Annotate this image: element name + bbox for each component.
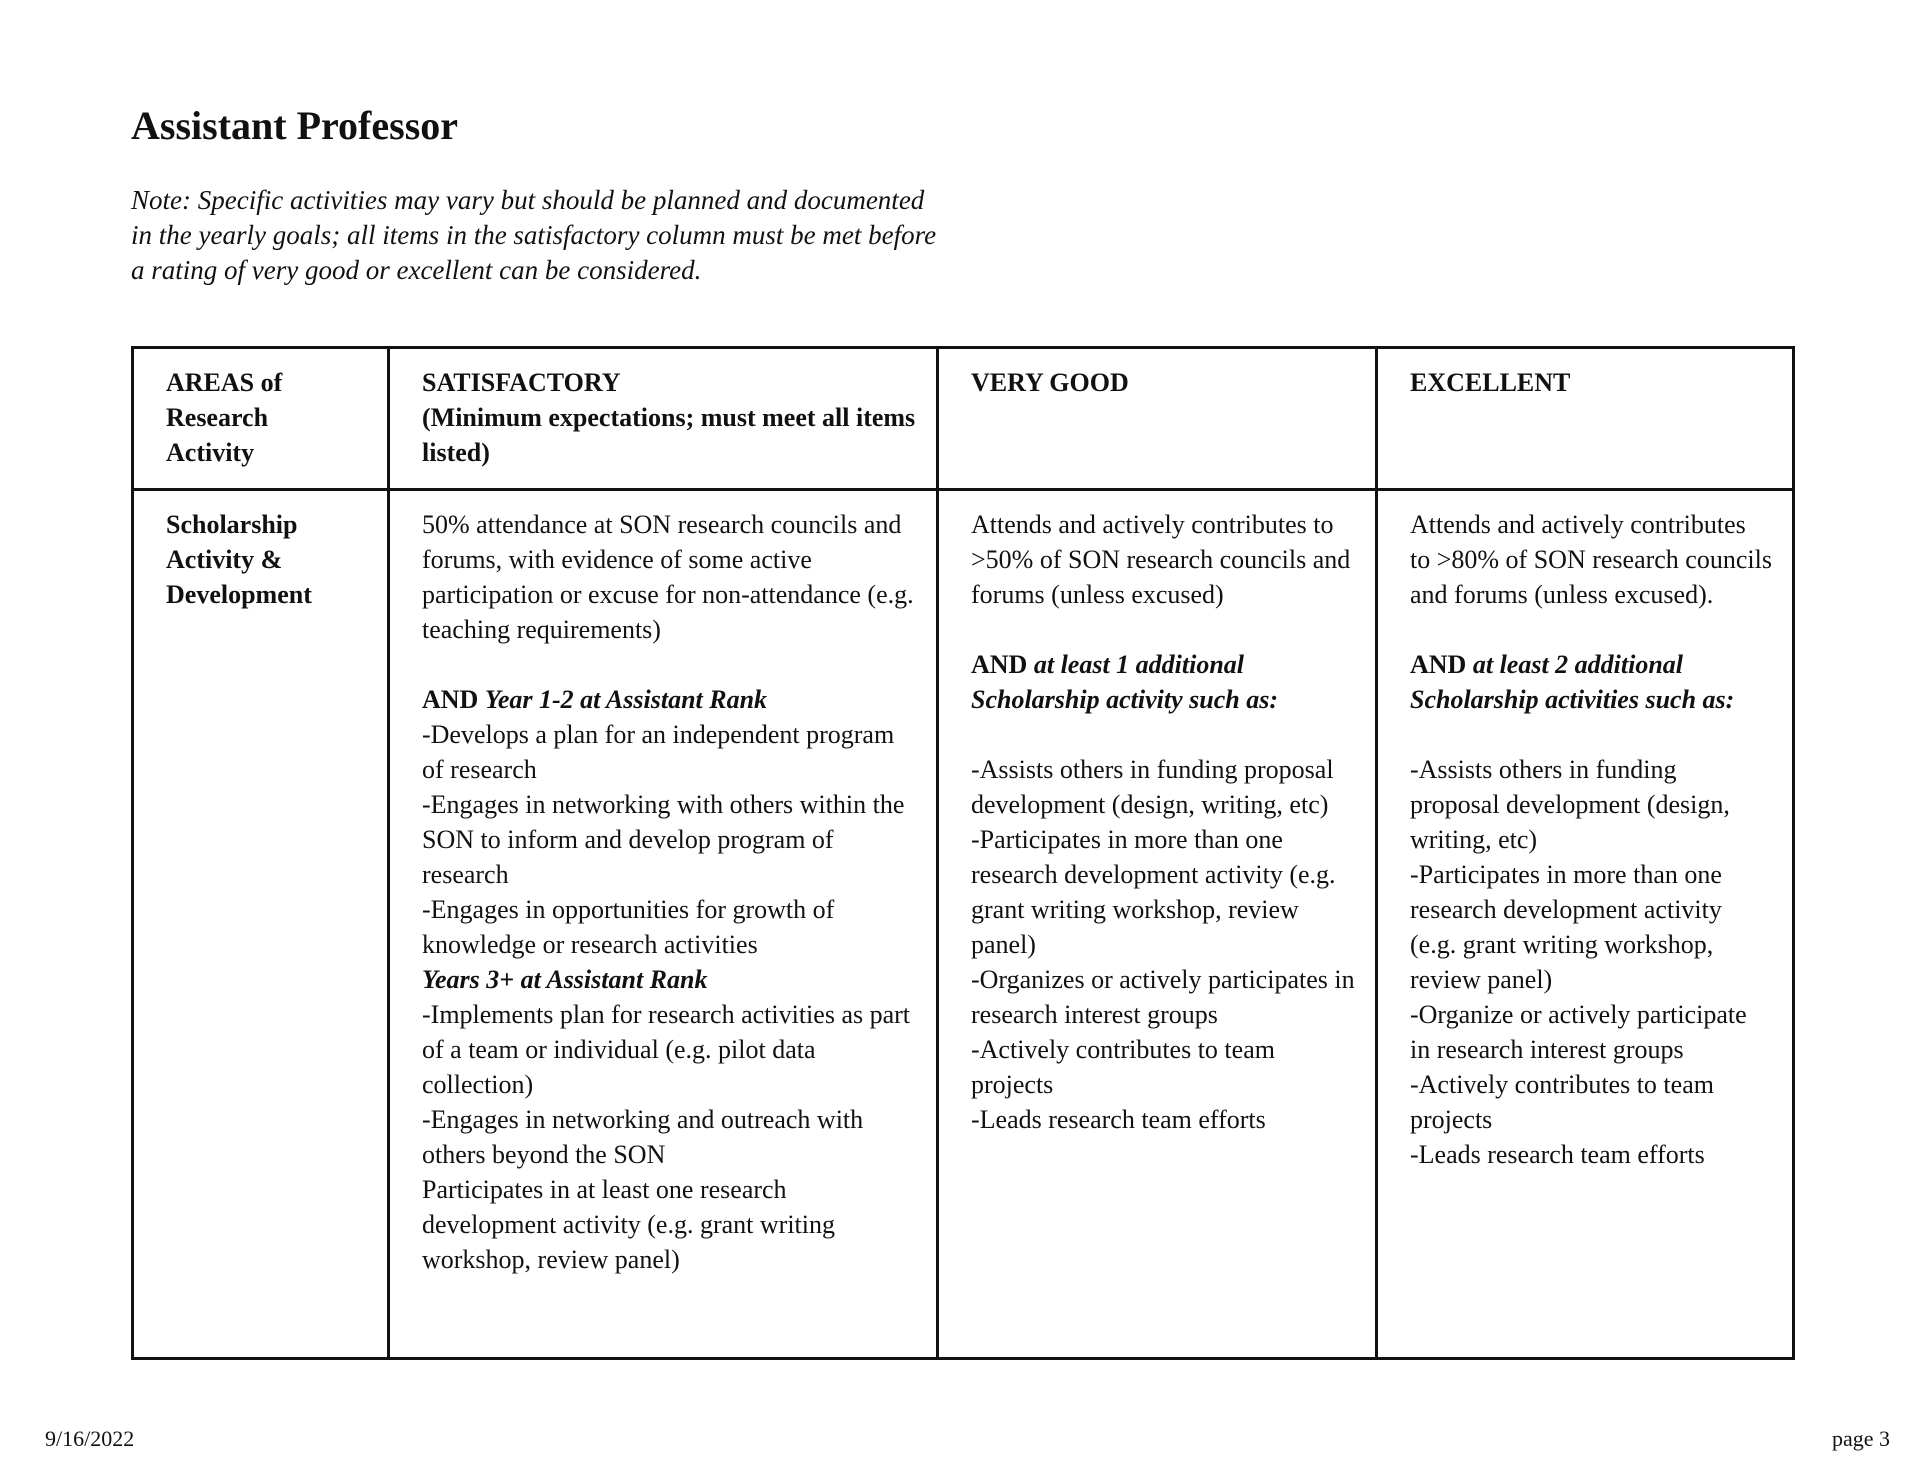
list-item: -Assists others in funding proposal development (design, writing, etc)	[971, 755, 1334, 819]
area-cell	[133, 490, 389, 1359]
list-item: -Participates in more than one research development activity (e.g. grant writing workshop, review panel)	[971, 825, 1336, 959]
satisfactory-year12-heading	[422, 682, 916, 717]
list-item: -Engages in networking with others within the SON to inform and develop program of research	[422, 790, 905, 889]
excellent-and-text: at least 2 additional Scholarship activities such as:	[1410, 650, 1735, 714]
list-item: -Engages in networking and outreach with others beyond the SON	[422, 1105, 864, 1169]
area-label: Scholarship Activity & Development	[166, 510, 312, 609]
very-good-and-text: at least 1 additional Scholarship activity such as:	[971, 650, 1278, 714]
list-item: -Participates in more than one research development activity (e.g. grant writing workshop, review panel)	[1410, 860, 1722, 994]
header-satisfactory	[389, 348, 938, 490]
excellent-and-label: AND	[1410, 650, 1467, 679]
excellent-cell	[1377, 490, 1794, 1359]
table-row	[133, 490, 1794, 1359]
list-item: -Leads research team efforts	[1410, 1140, 1705, 1169]
very-good-cell	[938, 490, 1377, 1359]
list-item: -Implements plan for research activities as part of a team or individual (e.g. pilot data collection)	[422, 1000, 911, 1099]
header-excellent	[1377, 348, 1794, 490]
header-areas-label: AREAS of Research Activity	[166, 368, 283, 467]
list-item: -Assists others in funding proposal development (design, writing, etc)	[1410, 755, 1730, 854]
header-excellent-label: EXCELLENT	[1410, 368, 1571, 397]
list-item: -Leads research team efforts	[971, 1105, 1266, 1134]
satisfactory-intro: 50% attendance at SON research councils and forums, with evidence of some active participation or excuse for non-attendance (e.g. teaching requirements)	[422, 510, 914, 644]
header-very-good	[938, 348, 1377, 490]
list-item: -Engages in opportunities for growth of knowledge or research activities	[422, 895, 835, 959]
satisfactory-year12-label: Year 1-2 at Assistant Rank	[484, 685, 768, 714]
list-item: -Organize or actively participate in research interest groups	[1410, 1000, 1747, 1064]
satisfactory-cell	[389, 490, 938, 1359]
very-good-and-label: AND	[971, 650, 1028, 679]
satisfactory-and-label: AND	[422, 685, 479, 714]
table-header-row	[133, 348, 1794, 490]
list-item: -Actively contributes to team projects	[971, 1035, 1275, 1099]
list-item: -Organizes or actively participates in research interest groups	[971, 965, 1355, 1029]
excellent-and-heading	[1410, 647, 1772, 717]
very-good-and-heading	[971, 647, 1355, 717]
list-item: Participates in at least one research development activity (e.g. grant writing workshop, review panel)	[422, 1175, 835, 1274]
list-item: -Actively contributes to team projects	[1410, 1070, 1714, 1134]
header-satisfactory-label: SATISFACTORY (Minimum expectations; must meet all items listed)	[422, 368, 916, 467]
excellent-intro: Attends and actively contributes to >80% of SON research councils and forums (unless excused).	[1410, 510, 1772, 609]
header-areas	[133, 348, 389, 490]
very-good-intro: Attends and actively contributes to >50% of SON research councils and forums (unless excused)	[971, 510, 1351, 609]
page-title: Assistant Professor	[131, 103, 459, 148]
list-item: -Develops a plan for an independent program of research	[422, 720, 895, 784]
header-very-good-label: VERY GOOD	[971, 368, 1129, 397]
note-text: Note: Specific activities may vary but should be planned and documented in the yearly goals; all items in the satisfactory column must be met before a rating of very good or excellent can be considered.	[131, 185, 937, 285]
footer-page-number: page 3	[1831, 1426, 1890, 1451]
footer-date: 9/16/2022	[45, 1426, 135, 1451]
rubric-table	[131, 346, 1795, 1360]
satisfactory-year3-label: Years 3+ at Assistant Rank	[422, 965, 708, 994]
